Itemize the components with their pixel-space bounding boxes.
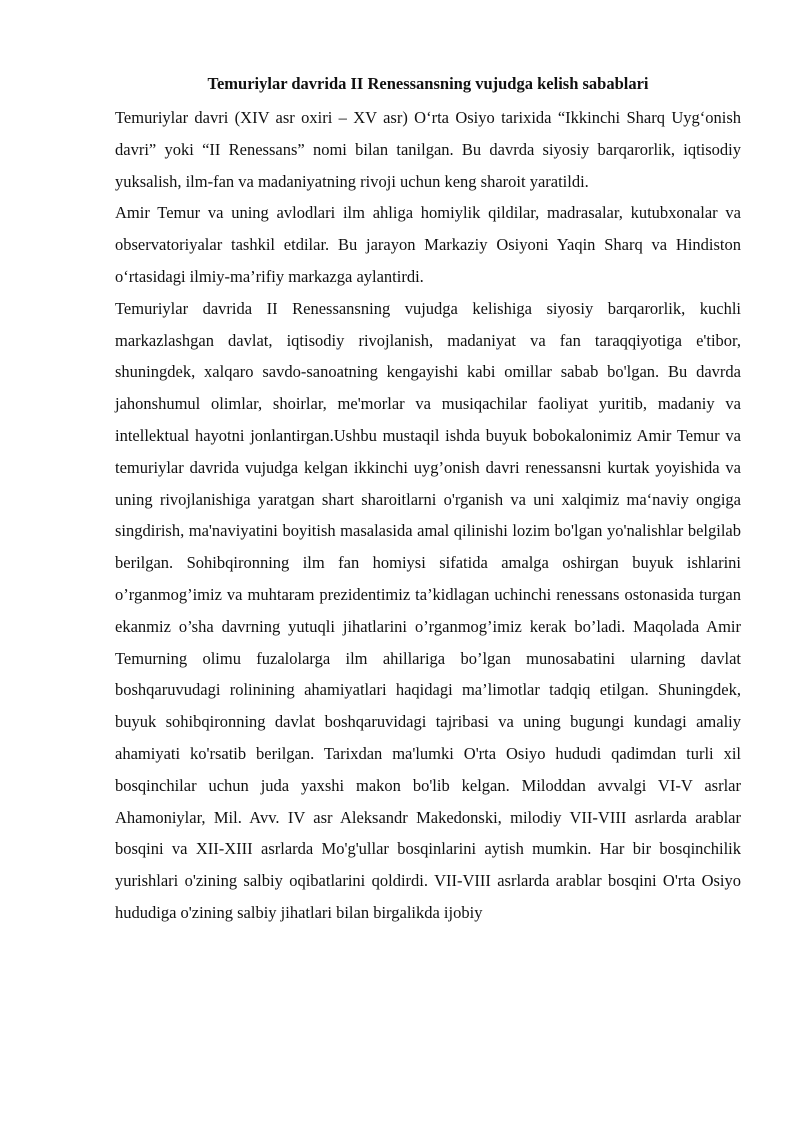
document-title: Temuriylar davrida II Renessansning vujudga kelish sabablari [207,74,649,93]
paragraph-causes: Temuriylar davrida II Renessansning vujudga kelishiga siyosiy barqarorlik, kuchli markazlashgan davlat, iqtisodiy rivojlanish, madaniyat va fan taraqqiyotiga e'tibor, shuningdek, xalqaro savdo-sanoatning kengayishi kabi omillar sabab bo'lgan. Bu davrda jahonshumul olimlar, shoirlar, me'morlar va musiqachilar faoliyat yuritib, madaniy va intellektual hayotni jonlantirgan.Ushbu mustaqil ishda buyuk bobokalonimiz Amir Temur va temuriylar davrida vujudga kelgan ikkinchi uyg’onish davri renessansni kurtak yoyishida va uning rivojlanishiga yaratgan shart sharoitlarni o'rganish va uni xalqimiz ma‘naviy ongiga singdirish, ma'naviyatini boyitish masalasida amal qilinishi lozim bo'lgan yo'nalishlar belgilab berilgan. Sohibqironning ilm fan homiysi sifatida amalga oshirgan buyuk ishlarini o’rganmog’imiz va muhtaram prezidentimiz ta’kidlagan uchinchi renessans ostonasida turgan ekanmiz o’sha davrning yutuqli jihatlarini o’rganmog’imiz kerak bo’ladi. Maqolada Amir Temurning olimu fuzalolarga ilm ahillariga bo’lgan munosabatini ularning davlat boshqaruvudagi rolinining ahamiyatlari haqidagi ma’limotlar tadqiq etilgan. Shuningdek, buyuk sohibqironning davlat boshqaruvidagi tajribasi va uning bugungi kundagi amaliy ahamiyati ko'rsatib berilgan. Tarixdan ma'lumki O'rta Osiyo hududi qadimdan turli xil bosqinchilar uchun juda yaxshi makon bo'lib kelgan. Miloddan avvalgi VI-V asrlar Ahamoniylar, Mil. Avv. IV asr Aleksandr Makedonski, milodiy VII-VIII asrlarda arablar bosqini va XII-XIII asrlarda Mo'g'ullar bosqinlarini aytish mumkin. Har bir bosqinchilik yurishlari o'zining salbiy oqibatlarini qoldirdi. VII-VIII asrlarda arablar bosqini O'rta Osiyo hududiga o'zining salbiy jihatlari bilan birgalikda ijobiy [115,298,741,922]
paragraph-intro: Temuriylar davri (XIV asr oxiri – XV asr) O‘rta Osiyo tarixida “Ikkinchi Sharq Uyg‘onish davri” yoki “II Renessans” nomi bilan tanilgan. Bu davrda siyosiy barqarorlik, iqtisodiy yuksalish, ilm-fan va madaniyatning rivoji uchun keng sharoit yaratildi. [115,108,741,191]
paragraph-patronage: Amir Temur va uning avlodlari ilm ahliga homiylik qildilar, madrasalar, kutubxonalar va observatoriyalar tashkil etdilar. Bu jarayon Markaziy Osiyoni Yaqin Sharq va Hindiston o‘rtasidagi ilmiy-ma’rifiy markazga aylantirdi. [115,203,741,286]
document-page [115,72,741,929]
